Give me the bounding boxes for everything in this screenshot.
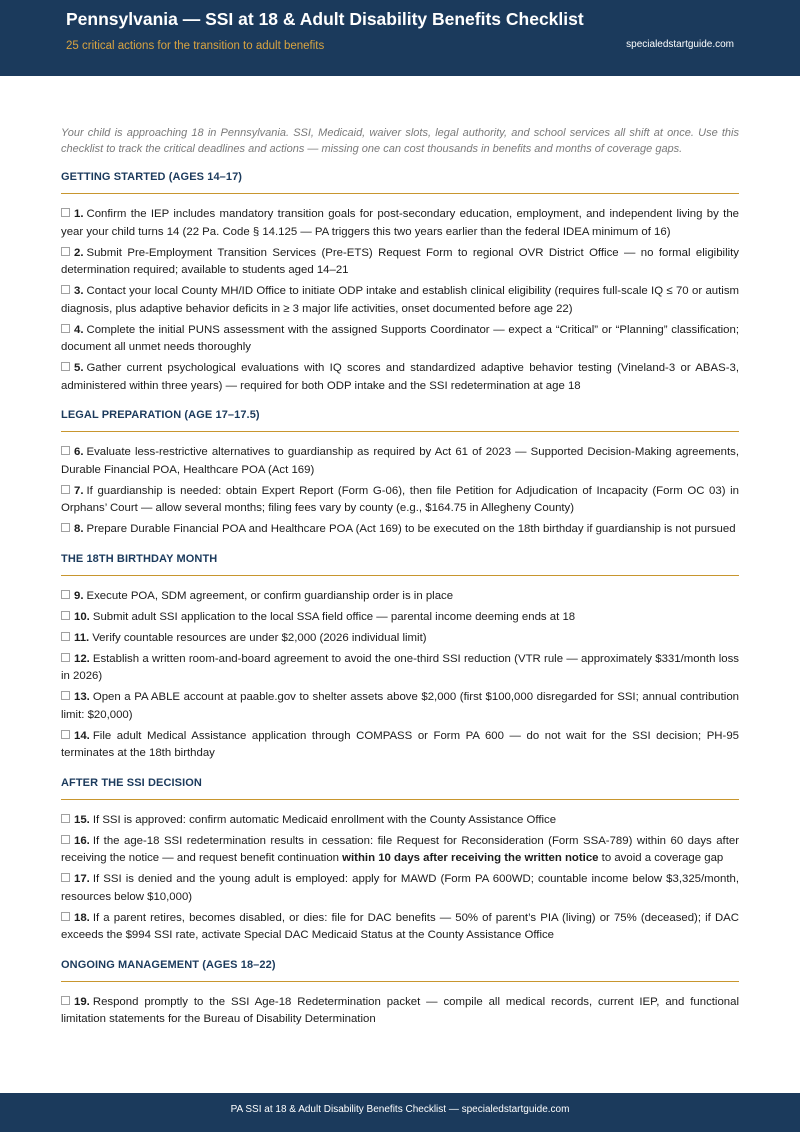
checkbox[interactable] — [61, 691, 70, 700]
item-number: 3. — [74, 285, 84, 297]
item-text: If SSI is denied and the young adult is employed: apply for MAWD (Form PA 600WD; countable income below $3,325/month, resources below $10,000) — [61, 873, 739, 903]
checklist-item — [61, 651, 739, 686]
checklist-item — [61, 360, 739, 395]
checklist-item — [61, 444, 739, 479]
item-text: File adult Medical Assistance application through COMPASS or Form PA 600 — do not wait for the SSI decision; PH-95 terminates at the 18th birthday — [61, 729, 739, 759]
item-number: 2. — [74, 246, 84, 259]
checklist-item — [61, 812, 739, 830]
checklist — [61, 812, 739, 945]
checkbox[interactable] — [61, 324, 70, 333]
checklist-item — [61, 910, 739, 945]
checkbox[interactable] — [61, 590, 70, 599]
item-number: 10. — [74, 610, 90, 623]
checkbox[interactable] — [61, 632, 70, 641]
section — [61, 777, 739, 945]
item-number: 15. — [74, 813, 90, 826]
checkbox[interactable] — [61, 730, 70, 739]
item-number: 6. — [74, 446, 84, 458]
item-text: Open a PA ABLE account at paable.gov to shelter assets above $2,000 (first $100,000 disregarded for SSI; annual contribution limit: $20,000) — [61, 691, 739, 721]
checklist-item — [61, 728, 739, 763]
checklist-item — [61, 206, 739, 241]
item-number: 11. — [74, 631, 90, 644]
checklist-item — [61, 245, 739, 280]
checklist-item — [61, 609, 739, 627]
checklist-sections — [61, 171, 739, 1029]
checkbox[interactable] — [61, 446, 70, 455]
item-text: Execute POA, SDM agreement, or confirm guardianship order is in place — [86, 589, 454, 602]
item-number: 7. — [74, 484, 84, 497]
item-text: Confirm the IEP includes mandatory transition goals for post-secondary education, employment, and independent living by the year your child turns 14 (22 Pa. Code § 14.125 — PA triggers this two years earlier than the federal IDEA minimum of 16) — [61, 208, 739, 238]
checklist-item — [61, 994, 739, 1029]
section-title: THE 18TH BIRTHDAY MONTH — [61, 553, 739, 576]
page-header — [0, 0, 800, 76]
checklist — [61, 444, 739, 539]
checkbox[interactable] — [61, 485, 70, 494]
item-number: 19. — [74, 995, 90, 1008]
item-number: 12. — [74, 652, 90, 665]
checkbox[interactable] — [61, 208, 70, 217]
item-number: 9. — [74, 589, 84, 602]
checkbox[interactable] — [61, 362, 70, 371]
item-text: If a parent retires, becomes disabled, or dies: file for DAC benefits — 50% of parent’s PIA (living) or 75% (deceased); if DAC exceeds the $994 SSI rate, activate Special DAC Medicaid Status at the County Assistance Office — [61, 911, 739, 941]
checkbox[interactable] — [61, 285, 70, 294]
section-title: ONGOING MANAGEMENT (AGES 18–22) — [61, 959, 739, 982]
checklist-content — [61, 125, 739, 1032]
checklist-item — [61, 521, 739, 539]
item-text-emphasis: within 10 days after receiving the written notice — [342, 852, 599, 864]
item-text: Evaluate less-restrictive alternatives to guardianship as required by Act 61 of 2023 — Supported Decision-Making agreements, Durable Financial POA, Healthcare POA (Act 169) — [61, 446, 739, 476]
checklist — [61, 994, 739, 1029]
checklist-item — [61, 630, 739, 648]
page-footer — [0, 1093, 800, 1132]
item-text: Respond promptly to the SSI Age-18 Redetermination packet — compile all medical records, current IEP, and functional limitation statements for the Bureau of Disability Determination — [61, 995, 739, 1025]
checkbox[interactable] — [61, 814, 70, 823]
checklist-item — [61, 689, 739, 724]
item-number: 17. — [74, 873, 90, 885]
checkbox[interactable] — [61, 653, 70, 662]
checklist-item — [61, 283, 739, 318]
page-title: Pennsylvania — SSI at 18 & Adult Disability Benefits Checklist — [66, 9, 584, 29]
item-text: Submit adult SSI application to the local SSA field office — parental income deeming ends at 18 — [92, 610, 576, 623]
item-text: Establish a written room-and-board agreement to avoid the one-third SSI reduction (VTR rule — approximately $331/month loss in 2026) — [61, 652, 739, 682]
checkbox[interactable] — [61, 835, 70, 844]
item-number: 13. — [74, 691, 90, 703]
item-text: If guardianship is needed: obtain Expert Report (Form G-06), then file Petition for Adjudication of Incapacity (Form OC 03) in Orphans’ Court — allow several months; filing fees vary by county (e.g., $164.75 in Allegheny County) — [61, 484, 739, 514]
checkbox[interactable] — [61, 523, 70, 532]
checklist — [61, 206, 739, 395]
checkbox[interactable] — [61, 611, 70, 620]
section-title: GETTING STARTED (AGES 14–17) — [61, 171, 739, 194]
footer-text: PA SSI at 18 & Adult Disability Benefits Checklist — specialedstartguide.com — [230, 1104, 570, 1115]
checklist-item — [61, 871, 739, 906]
item-text-tail: to avoid a coverage gap — [598, 852, 724, 864]
section — [61, 409, 739, 539]
item-text: Complete the initial PUNS assessment with the assigned Supports Coordinator — expect a “Critical” or “Planning” classification; document all unmet needs thoroughly — [61, 323, 739, 353]
item-number: 16. — [74, 834, 90, 847]
checklist-item — [61, 483, 739, 518]
checklist-item — [61, 588, 739, 606]
section — [61, 171, 739, 395]
section — [61, 553, 739, 763]
intro-text: Your child is approaching 18 in Pennsylvania. SSI, Medicaid, waiver slots, legal authority, and school services all shift at once. Use this checklist to track the critical deadlines and actions — missing one can cost thousands in benefits and months of coverage gaps. — [61, 127, 739, 155]
section-title: AFTER THE SSI DECISION — [61, 777, 739, 800]
item-text: If the age-18 SSI redetermination results in cessation: file Request for Reconsideration (Form SSA-789) within 60 days after receiving the notice — and request benefit continuation — [61, 834, 739, 864]
item-text: Prepare Durable Financial POA and Healthcare POA (Act 169) to be executed on the 18th birthday if guardianship is not pursued — [86, 523, 736, 535]
item-text: Submit Pre-Employment Transition Services (Pre-ETS) Request Form to regional OVR District Office — no formal eligibility determination required; available to students aged 14–21 — [61, 246, 739, 276]
item-text: Verify countable resources are under $2,000 (2026 individual limit) — [92, 631, 427, 644]
item-number: 14. — [74, 729, 90, 742]
checkbox[interactable] — [61, 247, 70, 256]
item-number: 4. — [74, 323, 84, 336]
item-number: 5. — [74, 362, 84, 374]
item-text: Contact your local County MH/ID Office to initiate ODP intake and establish clinical eligibility (requires full-scale IQ ≤ 70 or autism diagnosis, plus adaptive behavior deficits in ≥ 3 major life activities, onset documented before age 22) — [61, 285, 739, 315]
item-text: If SSI is approved: confirm automatic Medicaid enrollment with the County Assistance Office — [92, 813, 557, 826]
site-name: specialedstartguide.com — [626, 39, 734, 50]
checkbox[interactable] — [61, 873, 70, 882]
checkbox[interactable] — [61, 912, 70, 921]
item-number: 8. — [74, 523, 84, 535]
item-text: Gather current psychological evaluations with IQ scores and standardized adaptive behavior testing (Vineland-3 or ABAS-3, administered within three years) — required for both ODP intake and the SSI redetermination at age 18 — [61, 362, 739, 392]
item-number: 1. — [74, 208, 84, 220]
page-subtitle: 25 critical actions for the transition to adult benefits — [66, 40, 325, 52]
checklist-item — [61, 322, 739, 357]
item-number: 18. — [74, 911, 90, 924]
checkbox[interactable] — [61, 996, 70, 1005]
section — [61, 959, 739, 1029]
section-title: LEGAL PREPARATION (AGE 17–17.5) — [61, 409, 739, 432]
checklist-item — [61, 833, 739, 868]
checklist — [61, 588, 739, 763]
